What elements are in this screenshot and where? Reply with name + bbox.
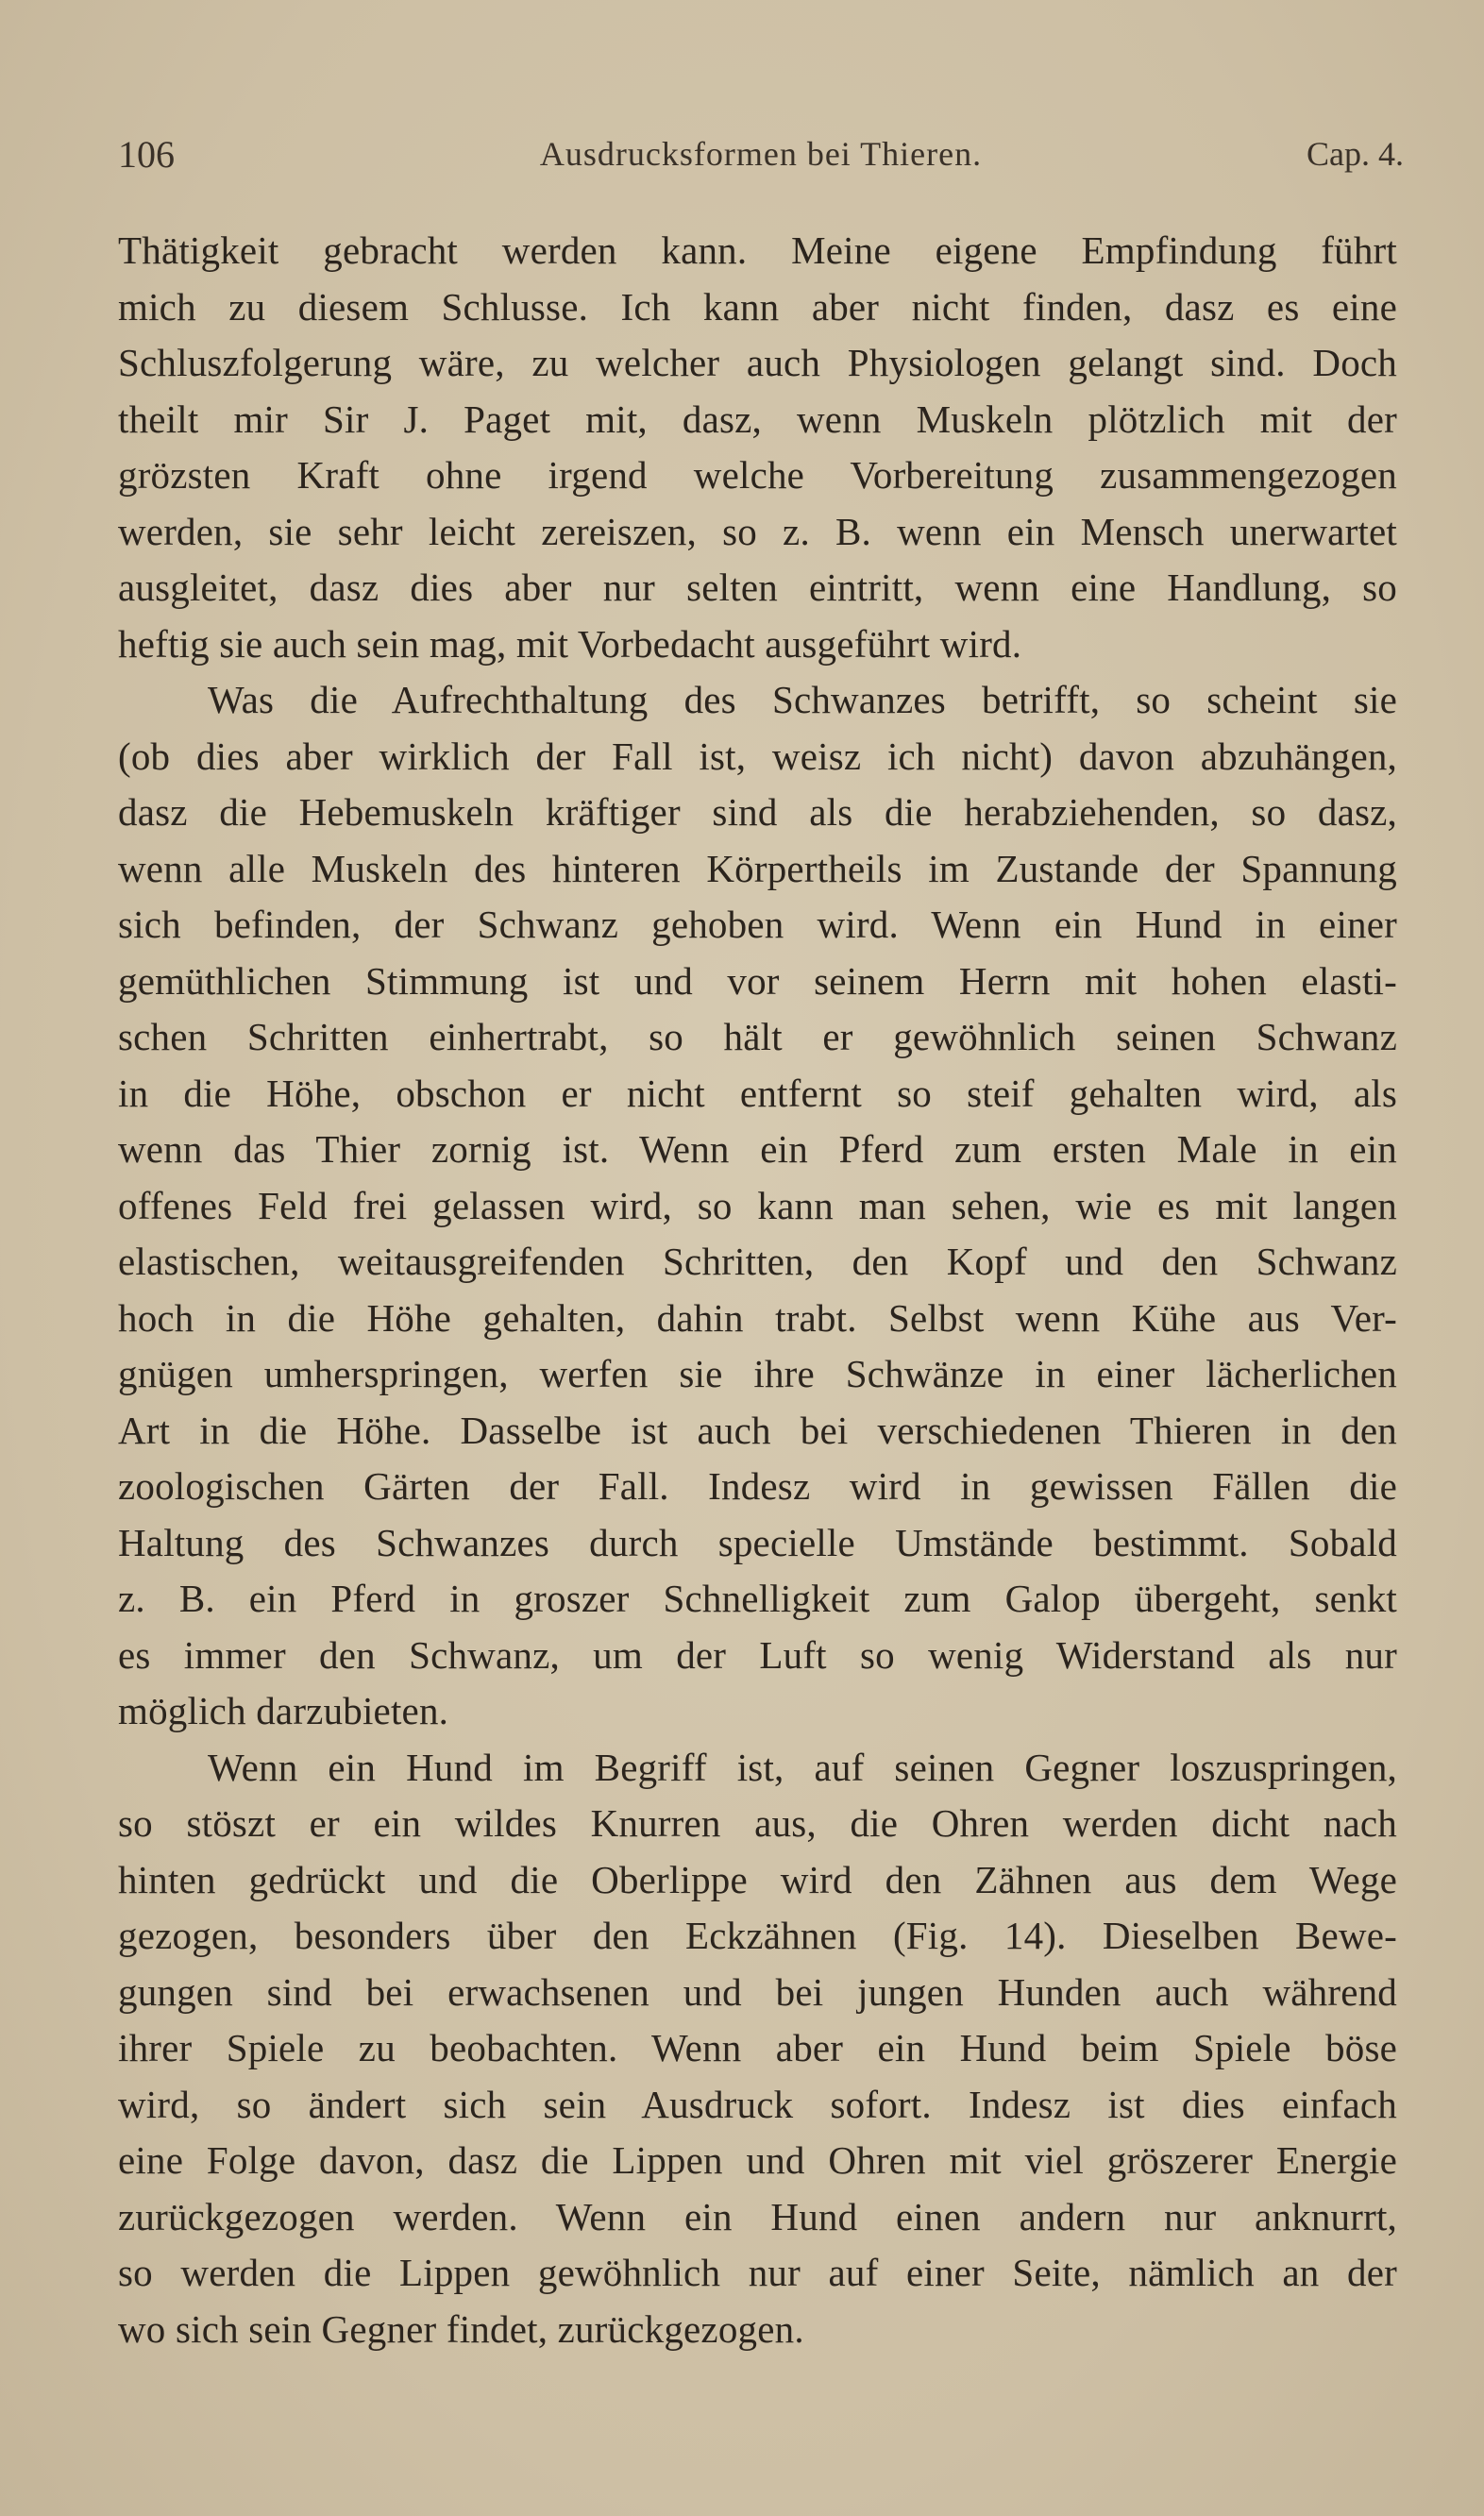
text-line: dasz die Hebemuskeln kräftiger sind als die herabziehenden, so dasz, [118, 790, 1397, 834]
text-line: Art in die Höhe. Dasselbe ist auch bei verschiedenen Thieren in den [118, 1408, 1397, 1452]
text-line: grözsten Kraft ohne irgend welche Vorbereitung zusammengezogen [118, 453, 1397, 497]
text-line: werden, sie sehr leicht zereiszen, so z. B. wenn ein Mensch unerwartet [118, 509, 1397, 553]
text-line: theilt mir Sir J. Paget mit, dasz, wenn Muskeln plötzlich mit der [118, 397, 1397, 441]
text-line: wird, so ändert sich sein Ausdruck sofort. Indesz ist dies einfach [118, 2082, 1397, 2126]
text-line: in die Höhe, obschon er nicht entfernt so steif gehalten wird, als [118, 1071, 1397, 1115]
text-line: wenn alle Muskeln des hinteren Körpertheils im Zustande der Spannung [118, 846, 1397, 890]
text-line: schen Schritten einhertrabt, so hält er gewöhnlich seinen Schwanz [118, 1015, 1397, 1058]
text-line: wo sich sein Gegner findet, zurückgezogen. [118, 2306, 804, 2351]
text-line: elastischen, weitausgreifenden Schritten, den Kopf und den Schwanz [118, 1240, 1397, 1283]
text-line: wenn das Thier zornig ist. Wenn ein Pferd zum ersten Male in ein [118, 1127, 1397, 1171]
text-line: eine Folge davon, dasz die Lippen und Ohren mit viel gröszerer Energie [118, 2138, 1397, 2182]
paragraph-2 [118, 672, 1397, 1740]
running-title: Ausdrucksformen bei Thieren. [539, 135, 983, 173]
text-line: zurückgezogen werden. Wenn ein Hund einen andern nur anknurrt, [118, 2194, 1397, 2238]
text-line: Was die Aufrechthaltung des Schwanzes betrifft, so scheint sie [208, 678, 1397, 721]
paragraph-1 [118, 223, 1397, 672]
text-line: zoologischen Gärten der Fall. Indesz wird in gewissen Fällen die [118, 1464, 1397, 1508]
text-line: es immer den Schwanz, um der Luft so wenig Widerstand als nur [118, 1632, 1397, 1677]
body-text [118, 223, 1397, 2357]
text-line: z. B. ein Pferd in groszer Schnelligkeit zum Galop übergeht, senkt [118, 1577, 1397, 1620]
text-line: offenes Feld frei gelassen wird, so kann man sehen, wie es mit langen [118, 1183, 1397, 1227]
text-line: so werden die Lippen gewöhnlich nur auf einer Seite, nämlich an der [118, 2251, 1397, 2294]
text-line: Wenn ein Hund im Begriff ist, auf seinen Gegner loszuspringen, [208, 1745, 1397, 1789]
paragraph-3 [118, 1740, 1397, 2358]
text-line: gnügen umherspringen, werfen sie ihre Schwänze in einer lächerlichen [118, 1352, 1397, 1395]
text-line: gungen sind bei erwachsenen und bei jungen Hunden auch während [118, 1969, 1397, 2014]
text-line: heftig sie auch sein mag, mit Vorbedacht ausgeführt wird. [118, 621, 1022, 666]
text-line: mich zu diesem Schlusse. Ich kann aber nicht finden, dasz es eine [118, 284, 1397, 329]
running-head [118, 132, 1404, 189]
text-line: hinten gedrückt und die Oberlippe wird den Zähnen aus dem Wege [118, 1857, 1397, 1901]
text-line: Haltung des Schwanzes durch specielle Umstände bestimmt. Sobald [118, 1520, 1397, 1564]
text-line: Thätigkeit gebracht werden kann. Meine eigene Empfindung führt [118, 228, 1397, 272]
chapter-label: Cap. 4. [1307, 135, 1404, 173]
text-line: hoch in die Höhe gehalten, dahin trabt. Selbst wenn Kühe aus Ver- [118, 1295, 1397, 1340]
text-line: möglich darzubieten. [118, 1689, 449, 1732]
text-line: (ob dies aber wirklich der Fall ist, weisz ich nicht) davon abzuhängen, [118, 734, 1397, 778]
text-line: Schluszfolgerung wäre, zu welcher auch Physiologen gelangt sind. Doch [118, 341, 1397, 384]
text-line: ihrer Spiele zu beobachten. Wenn aber ein Hund beim Spiele böse [118, 2026, 1397, 2069]
page-number: 106 [118, 133, 175, 176]
text-line: so stöszt er ein wildes Knurren aus, die Ohren werden dicht nach [118, 1801, 1397, 1845]
text-line: ausgleitet, dasz dies aber nur selten eintritt, wenn eine Handlung, so [118, 566, 1397, 609]
text-line: gemüthlichen Stimmung ist und vor seinem Herrn mit hohen elasti- [118, 958, 1397, 1003]
text-line: gezogen, besonders über den Eckzähnen (Fig. 14). Dieselben Bewe- [118, 1914, 1397, 1957]
text-line: sich befinden, der Schwanz gehoben wird. Wenn ein Hund in einer [118, 903, 1397, 946]
